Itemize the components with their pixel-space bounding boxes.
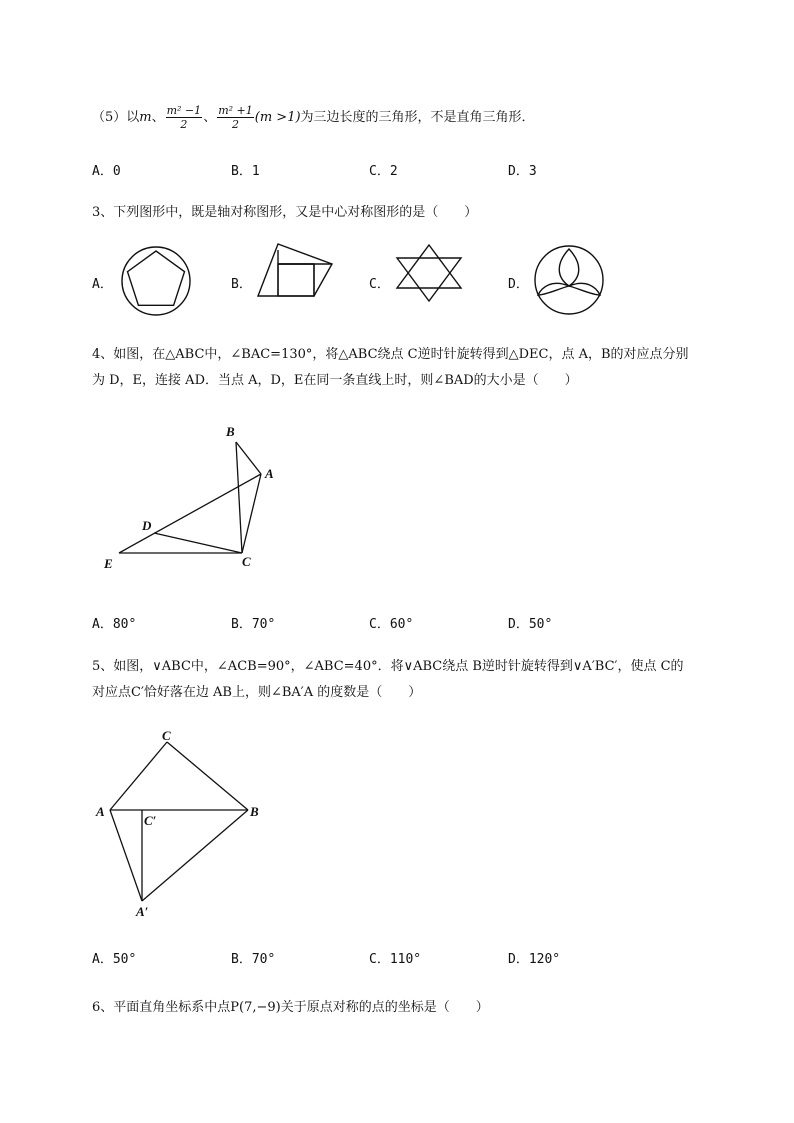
q4-label-e: E [104,556,113,571]
q4-option-a[interactable]: A．80° [92,617,137,632]
q3-label-d[interactable]: D． [508,277,529,292]
q5-label-b: B [250,804,259,819]
q4-label-d: D [142,518,152,533]
q5-label-c: C [162,728,171,743]
q5-option-b[interactable]: B．70° [231,952,276,967]
q4-rotation-figure [98,420,288,580]
q5-label-a-prime: A′ [136,904,149,919]
q5-frac2-den: 2 [231,118,239,131]
q5-fraction-2 [217,104,254,131]
q4-text-line1: 4、如图，在△ABC中，∠BAC=130°，将△ABC绕点 C逆时针旋转得到△DEC，点 A，B的对应点分别 [92,347,689,362]
q4-label-c: C [242,554,251,569]
q5-label-a: A [96,804,105,819]
option-b[interactable]: B．1 [231,164,260,179]
q5-text-line1: 5、如图，∨ABC中，∠ACB=90°，∠ABC=40°．将∨ABC绕点 B逆时针旋转得到∨A′BC′，使点 C的 [92,659,684,674]
q5-fraction-1 [166,104,203,131]
q5-item [92,104,535,131]
option-a[interactable]: A．0 [92,164,121,179]
hexagram-star-figure [394,244,464,302]
q3-label-b[interactable]: B． [231,277,252,292]
q5-label-c-prime: C′ [144,813,157,828]
q3-text: 3、下列图形中，既是轴对称图形，又是中心对称图形的是（ ） [92,205,478,220]
q5-option-a[interactable]: A．50° [92,952,137,967]
q5-condition: (m >1) [254,110,301,125]
q5-frac1-num: m² −1 [166,104,202,117]
q5-text-line2: 对应点C′恰好落在边 AB上，则∠BA′A 的度数是（ ） [92,685,422,700]
q5-frac1-den: 2 [180,118,188,131]
q4-label-b: B [226,424,235,439]
q4-label-a: A [265,466,274,481]
q4-option-c[interactable]: C．60° [369,617,414,632]
q5-rotation-figure [92,726,282,921]
q5-frac2-num: m² +1 [218,104,253,117]
circle-pentagon-figure [119,244,193,318]
q5-sep2: 、 [203,110,217,125]
circle-three-petals-figure [532,243,606,317]
q4-text-line2: 为 D，E，连接 AD．当点 A，D，E在同一条直线上时，则∠BAD的大小是（ ） [92,373,578,388]
q5-sep1: 、 [151,110,165,125]
q4-option-d[interactable]: D．50° [508,617,553,632]
q3-label-c[interactable]: C． [369,277,390,292]
option-d[interactable]: D．3 [508,164,537,179]
q3-label-a[interactable]: A． [92,277,113,292]
q4-option-b[interactable]: B．70° [231,617,276,632]
q5-option-d[interactable]: D．120° [508,952,561,967]
q5-option-c[interactable]: C．110° [369,952,422,967]
option-c[interactable]: C．2 [369,164,398,179]
q5-prefix: （5）以 [92,110,140,125]
q5-m: m [139,110,152,125]
pythagoras-square-figure [256,242,336,300]
q6-text: 6、平面直角坐标系中点P(7,−9)关于原点对称的点的坐标是（ ） [92,1000,489,1015]
q5-suffix: 为三边长度的三角形，不是直角三角形． [300,110,535,125]
